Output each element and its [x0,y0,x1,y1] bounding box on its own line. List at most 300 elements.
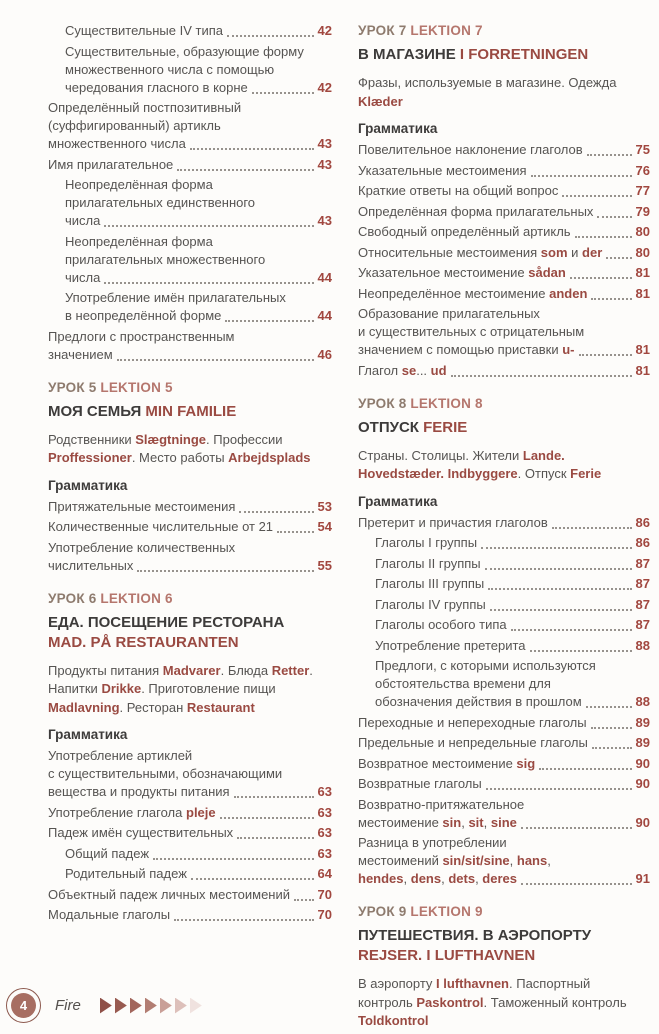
text-segment: , [403,871,411,886]
toc-entry-text [48,518,273,536]
toc-entry-text [65,845,149,863]
toc-entry [358,616,650,634]
text-segment: der [582,244,603,260]
toc-entry-line [358,714,650,732]
text-segment: Lande. [522,447,565,463]
text-segment: dets [448,871,476,886]
text-segment: sin/sit/sine [442,853,510,868]
toc-entry [48,804,332,822]
toc-page-number: 87 [635,617,650,632]
toc-page-number: 81 [635,265,650,280]
text-segment: Краткие ответы на общий вопрос [358,183,559,198]
toc-entry-text [358,162,527,180]
toc-entry [48,886,332,904]
dot-leader [174,919,313,921]
toc-entry-line [358,362,650,380]
toc-entry-text [48,329,234,344]
toc-entry-text [65,195,255,210]
arrow-icon [130,998,142,1014]
text-segment: Родственники [48,431,136,447]
text-segment: Существительные, образующие форму [65,43,304,59]
lesson-header [48,590,332,608]
toc-entry-line [375,657,650,675]
dot-leader [104,225,313,227]
toc-entry-line [358,244,650,262]
dot-leader [252,92,314,94]
text-segment: anden [549,285,588,301]
text-segment: и существительных с отрицательным [358,324,585,339]
toc-entry-line [65,289,332,307]
toc-entry [358,755,650,773]
dot-leader [237,837,313,839]
toc-entry [358,223,650,241]
toc-entry [358,362,650,380]
text-segment: Количественные числительные от 21 [48,519,274,534]
section-topics-line [48,699,332,718]
toc-entry-text [48,118,221,133]
dot-leader [592,747,632,749]
toc-entry [358,264,650,282]
toc-entry-text [48,906,170,924]
toc-entry-text [358,141,583,159]
text-segment: значением с помощью приставки [358,342,563,357]
text-segment: ОТПУСК [358,418,424,436]
toc-entry [48,539,332,575]
toc-entry-line [65,212,332,230]
toc-entry-text [375,555,481,573]
toc-entry-line [65,43,332,61]
dot-leader [294,899,314,901]
toc-entry-line [358,323,650,341]
text-segment: Употребление количественных [48,539,236,555]
toc-entry-line [358,755,650,773]
text-segment: sin [442,814,462,830]
toc-entry [48,176,332,230]
text-segment: sådan [528,265,566,280]
toc-entry-line [48,518,332,536]
section-title [48,402,332,422]
toc-page-number: 53 [317,498,332,514]
toc-entry-line [358,162,650,180]
text-segment: местоимений [358,853,443,868]
toc-page-number: 90 [635,814,650,830]
toc-entry-text [358,362,447,380]
dot-leader [606,257,631,259]
text-segment: ... [416,362,431,378]
toc-entry-text [358,870,517,888]
toc-entry-line [358,734,650,752]
text-segment: REJSER. I LUFTHAVNEN [358,947,536,964]
dot-leader [220,817,314,819]
text-segment: se [401,362,417,378]
toc-entry [48,43,332,97]
dot-leader [521,827,632,829]
section-topics-line [358,93,650,112]
toc-entry-text [48,748,192,763]
dot-leader [530,650,632,652]
arrow-icon [160,998,172,1014]
toc-entry-text [358,853,551,868]
lesson-label-ru: УРОК 7 [358,23,411,38]
section-topics-line [358,465,650,484]
text-segment: Madvarer [162,662,221,678]
toc-entry-text [48,824,233,842]
text-segment: Переходные и непереходные глаголы [358,714,587,730]
toc-entry [48,22,332,40]
toc-entry-text [375,658,596,673]
toc-page-number: 75 [635,142,650,157]
toc-entry-text [358,835,507,850]
toc-entry-line [65,307,332,325]
section-topics [358,447,650,484]
toc-entry-line [358,223,650,241]
toc-entry-line [375,637,650,655]
toc-entry [358,657,650,711]
text-segment: , [475,871,483,886]
toc-entry-line [48,156,332,174]
text-segment: Предельные и непредельные глаголы [358,735,588,750]
section-title [358,418,650,438]
page-number-badge [6,988,41,1023]
text-segment: pleje [186,804,216,820]
text-segment: числительных [48,557,134,573]
toc-entry-line [48,557,332,575]
text-segment: прилагательных множественного [65,251,266,267]
toc-entry-text [358,264,566,282]
toc-entry-text [358,324,584,339]
toc-page-number: 70 [317,907,332,922]
toc-page-number: 79 [635,203,650,219]
toc-page-number: 88 [635,694,650,709]
text-segment: (суффигированный) артикль [48,118,221,133]
text-segment: sit [468,814,484,830]
text-segment: Возвратное местоимение [358,755,517,771]
toc-entry-line [65,251,332,269]
section-topics-line [358,1012,650,1031]
text-segment: Slægtninge [135,431,207,447]
text-segment: ud [430,362,447,378]
dot-leader [277,531,313,533]
toc-page-number: 81 [635,285,650,301]
lesson-label-ru: УРОК 5 [48,379,101,395]
arrow-icon [100,998,112,1014]
toc-entry-line [48,824,332,842]
page-number: 4 [11,993,36,1018]
text-segment: sine [490,814,517,830]
text-segment: Глаголы особого типа [375,617,507,632]
toc-entry-line [358,264,650,282]
toc-entry-text [358,797,524,812]
text-segment: MAD. PÅ RESTAURANTEN [48,633,239,651]
toc-entry-text [48,346,113,364]
lesson-header [48,379,332,397]
text-segment: , [461,814,469,830]
dot-leader [531,175,632,177]
toc-entry-text [48,540,235,555]
dot-leader [117,359,314,361]
toc-page-number: 42 [317,23,332,38]
section-topics [358,975,650,1031]
text-segment: вещества и продукты питания [48,784,230,799]
text-segment: В аэропорту [358,976,437,991]
toc-entry-text [358,182,558,200]
dot-leader [591,298,631,300]
toc-entry-line [48,783,332,801]
text-segment: обстоятельства времени для [375,676,551,691]
text-segment: Ferie [570,466,602,481]
toc-entry [358,285,650,303]
lesson-label-da: LEKTION 8 [410,395,483,411]
toc-page-number: 81 [635,362,650,378]
lesson-label-ru: УРОК 6 [48,590,101,606]
dot-leader [570,277,632,279]
grammar-heading: Грамматика [48,477,128,493]
arrow-icon [145,998,157,1014]
toc-entry-line [65,269,332,287]
dot-leader [191,878,314,880]
text-segment: Определённый постпозитивный [48,100,242,115]
text-segment: Модальные глаголы [48,907,171,922]
arrow-icon [190,998,202,1014]
dot-leader [552,527,632,529]
toc-entry-line [358,852,650,870]
text-segment: Падеж имён существительных [48,825,234,840]
text-segment: Образование прилагательных [358,306,540,321]
toc-entry-text [48,783,230,801]
text-segment: значением [48,346,113,362]
lesson-label-ru: УРОК 9 [358,904,411,919]
text-segment: множественного числа [48,136,186,151]
text-segment: dens [410,871,442,886]
toc-entry-text [358,714,587,732]
toc-entry-line [48,346,332,364]
toc-entry-line [375,616,650,634]
toc-entry-line [358,796,650,814]
toc-page-number: 77 [635,183,650,198]
dot-leader [451,375,632,377]
toc-entry-text [358,223,571,241]
toc-entry-line [48,135,332,153]
section-title-line [358,926,650,946]
text-segment: Страны. Столицы. Жители [358,447,523,463]
toc-entry-text [48,766,282,781]
toc-entry-text [65,234,213,249]
text-segment: Неопределённая форма [65,177,213,192]
toc-page-number: 63 [317,825,332,840]
toc-entry-line [48,117,332,135]
text-segment: числа [65,213,101,228]
section-title [358,926,650,966]
toc-entry [358,834,650,888]
toc-entry [358,775,650,793]
text-segment: . Отпуск [517,466,571,481]
section-topics-line [48,431,332,450]
text-segment: Глаголы III группы [375,576,485,591]
text-segment: Глаголы IV группы [375,596,486,612]
text-segment: местоимение [358,814,443,830]
toc-page-number: 89 [635,735,650,750]
text-segment: Имя прилагательное [48,156,174,172]
dot-leader [190,148,314,150]
dot-leader [225,320,313,322]
toc-entry [48,845,332,863]
toc-entry-text [48,557,133,575]
toc-page-number: 44 [317,269,332,285]
toc-entry-line [358,775,650,793]
toc-entry-text [375,596,486,614]
section-topics [48,431,332,468]
grammar-heading: Грамматика [358,493,438,509]
text-segment: Предлоги, с которыми используются [375,658,596,673]
section-topics-line [48,662,332,681]
text-segment: . [309,662,313,678]
text-segment: Фразы, используемые в магазине. Одежда [358,75,617,90]
toc-page-number: 43 [317,213,332,228]
section-topics-line [358,994,650,1013]
toc-entry-line [48,886,332,904]
toc-entry-line [358,814,650,832]
text-segment: Претерит и причастия глаголов [358,514,548,530]
toc-entry-text [358,244,602,262]
text-segment: Повелительное наклонение глаголов [358,142,583,157]
toc-entry-text [358,306,540,321]
dot-leader [239,511,313,513]
text-segment: Proffessioner [48,450,132,465]
text-segment: с существительными, обозначающими [48,766,283,781]
toc-entry-line [65,61,332,79]
text-segment: Возвратные глаголы [358,776,482,791]
toc-entry [358,514,650,532]
text-segment: Общий падеж [65,845,150,861]
toc-entry [48,233,332,287]
toc-page-number: 44 [317,308,332,323]
text-segment: . Таможенный контроль [483,994,627,1010]
toc-entry [358,555,650,573]
text-segment: Свободный определённый артикль [358,224,571,239]
toc-entry-line [65,233,332,251]
toc-entry [358,596,650,614]
grammar-heading: Грамматика [48,727,128,742]
text-segment: I lufthavnen [436,976,509,991]
toc-entry-line [48,804,332,822]
dot-leader [579,354,632,356]
lesson-header [358,395,650,413]
toc-entry [48,498,332,516]
section-topics [358,74,650,111]
section-title-line [48,613,332,633]
toc-entry-text [65,79,248,97]
text-segment: Притяжательные местоимения [48,498,236,514]
text-segment: Klæder [358,93,403,109]
text-segment: . Блюда [220,662,272,678]
dot-leader [586,706,632,708]
toc-entry [358,244,650,262]
text-segment: обозначения действия в прошлом [375,694,582,709]
toc-page-number: 81 [635,342,650,357]
footer-page-word: Fire [55,997,81,1014]
text-segment: FERIE [423,418,468,436]
toc-page-number: 90 [635,755,650,771]
toc-entry-line [48,906,332,924]
dot-leader [521,883,632,885]
section-topics-line [48,680,332,699]
text-segment: Объектный падеж личных местоимений [48,886,291,902]
dot-leader [227,35,314,37]
grammar-heading: Грамматика [358,121,438,136]
toc-entry-text [48,804,216,822]
text-segment: . Приготовление пищи [141,681,276,696]
text-segment: som [540,244,568,260]
text-segment: Существительные IV типа [65,23,223,38]
toc-page-number: 63 [317,784,332,799]
toc-page-number: 88 [635,637,650,653]
dot-leader [539,768,631,770]
section-title-line [358,418,650,438]
toc-page-number: 86 [635,535,650,550]
toc-entry-text [65,865,187,883]
toc-entry-line [375,534,650,552]
toc-entry [48,865,332,883]
text-segment: Drikke [101,681,142,696]
toc-entry-line [65,176,332,194]
toc-entry [358,182,650,200]
toc-entry-line [48,498,332,516]
toc-entry-text [375,534,477,552]
toc-page-number: 87 [635,596,650,612]
text-segment: Родительный падеж [65,866,187,881]
text-segment: . Паспортный [509,976,591,991]
text-segment: и [567,244,583,260]
toc-entry-text [48,156,173,174]
toc-page-number: 55 [317,557,332,573]
text-segment: МОЯ СЕМЬЯ [48,402,146,420]
toc-entry-text [358,514,548,532]
toc-entry [48,99,332,153]
text-segment: Глаголы II группы [375,555,481,571]
text-segment: Restaurant [186,699,255,715]
toc-entry-text [358,814,517,832]
toc-entry-text [65,269,100,287]
toc-entry-text [375,616,507,634]
toc-page-number: 90 [635,776,650,791]
toc-page-number: 42 [317,79,332,95]
text-segment: ПУТЕШЕСТВИЯ. В АЭРОПОРТУ [358,927,592,944]
text-segment: Toldkontrol [358,1013,429,1028]
dot-leader [486,788,632,790]
text-segment: в неопределённой форме [65,308,222,323]
dot-leader [104,282,313,284]
toc-entry-line [358,182,650,200]
text-segment: , [441,871,449,886]
toc-entry-text [65,44,304,59]
toc-entry-line [48,747,332,765]
text-segment: , [547,853,551,868]
toc-entry-text [358,341,575,359]
text-segment: Madlavning [48,699,120,715]
text-segment: ЕДА. ПОСЕЩЕНИЕ РЕСТОРАНА [48,613,285,631]
section-title-line [48,402,332,422]
toc-entry [358,203,650,221]
toc-page-number: 76 [635,162,650,178]
toc-entry-line [375,575,650,593]
toc-entry-line [375,555,650,573]
dot-leader [562,195,631,197]
dot-leader [234,796,314,798]
toc-entry-line [65,845,332,863]
toc-entry [358,734,650,752]
section-title-line [358,45,650,65]
text-segment: hans [516,853,548,868]
